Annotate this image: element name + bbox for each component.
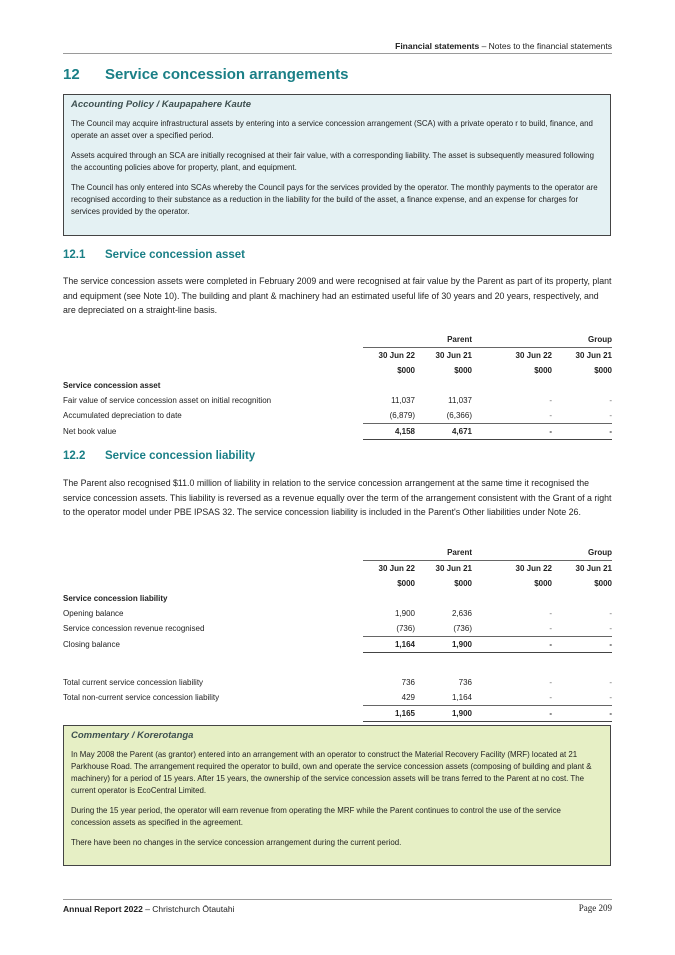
cell-value: 2,636 <box>451 609 472 618</box>
table-row <box>63 621 612 637</box>
cell-value: - <box>549 692 552 702</box>
commentary-paragraph: There have been no changes in the service concession arrangement during the current period. <box>71 838 402 847</box>
unit-label: $000 <box>454 579 472 588</box>
commentary-title: Commentary / Korerotanga <box>71 730 194 741</box>
section-heading-asset <box>63 249 245 261</box>
cell-value: - <box>472 637 552 653</box>
cell-value: (6,879) <box>389 411 415 420</box>
table-column-header-row <box>63 561 612 577</box>
header-subsection: – Notes to the financial statements <box>479 41 612 51</box>
asset-paragraph: The service concession assets were completed in February 2009 and were recognised at fair value by the Parent as part of its property, plant and equipment (see Note 10). The building and plant & machinery had an estimated useful life of 30 years and 20 years, respectively, and are depreciated on a straight-line basis. <box>63 276 612 315</box>
table-section-row <box>63 591 612 606</box>
table-column-header-row <box>63 348 612 364</box>
cell-value: - <box>609 411 612 420</box>
accounting-policy-box <box>63 94 611 236</box>
cell-value: - <box>552 705 612 721</box>
cell-value: (736) <box>396 624 415 633</box>
table-row <box>63 690 612 706</box>
header-section: Financial statements <box>395 41 480 51</box>
cell-value: (6,366) <box>446 411 472 420</box>
section-heading-liability <box>63 450 255 462</box>
row-label: Closing balance <box>63 640 120 649</box>
row-label: Total non-current service concession liability <box>63 692 220 702</box>
cell-value: 1,164 <box>363 637 415 653</box>
cell-value: - <box>549 609 552 618</box>
unit-label: $000 <box>594 366 612 375</box>
table-group-row <box>63 332 612 348</box>
table-row <box>63 606 612 621</box>
cell-value: (736) <box>453 624 472 633</box>
table-total-row <box>63 705 612 721</box>
section-heading-text: Service concession liability <box>105 450 256 462</box>
unit-label: $000 <box>397 579 415 588</box>
row-label: Accumulated depreciation to date <box>63 411 182 421</box>
table-total-row <box>63 424 612 440</box>
cell-value: 1,165 <box>363 705 415 721</box>
footer-rule <box>63 899 612 900</box>
group-header-group: Group <box>552 332 612 348</box>
unit-label: $000 <box>397 366 415 375</box>
cell-value: 4,158 <box>363 424 415 440</box>
footer-report-city: – Christchurch Ōtautahi <box>142 904 235 914</box>
cell-value: 11,037 <box>448 396 472 405</box>
cell-value: - <box>549 396 552 405</box>
table-spacer-row <box>63 653 612 675</box>
cell-value: 11,037 <box>391 396 415 405</box>
cell-value: - <box>609 677 612 687</box>
asset-table <box>63 332 612 440</box>
cell-value: 736 <box>401 677 415 687</box>
row-label: Total current service concession liability <box>63 677 204 687</box>
section-number: 12.1 <box>63 249 86 261</box>
row-label: Fair value of service concession asset on initial recognition <box>63 396 272 405</box>
title-number: 12 <box>63 66 80 83</box>
cell-value: - <box>552 424 612 440</box>
column-header: 30 Jun 22 <box>378 564 415 573</box>
commentary-paragraph: During the 15 year period, the operator will earn revenue from operating the MRF while the Parent continues to control the use of the service concession assets as specified in the agreement. <box>71 806 561 827</box>
table-row <box>63 408 612 424</box>
column-header: 30 Jun 21 <box>435 564 472 573</box>
footer-report <box>63 904 234 914</box>
table-section-label: Service concession liability <box>63 594 168 603</box>
unit-label: $000 <box>534 366 552 375</box>
footer-report-title: Annual Report 2022 <box>63 904 143 914</box>
running-header <box>395 41 612 51</box>
page-number: Page 209 <box>578 903 612 913</box>
column-header: 30 Jun 21 <box>575 564 612 573</box>
cell-value: - <box>609 609 612 618</box>
cell-value: 736 <box>458 677 472 687</box>
cell-value: - <box>472 424 552 440</box>
policy-paragraph: The Council has only entered into SCAs whereby the Council pays for the services provided by the operator. The monthly payments to the operator are recognised according to their substance as a reduction in the liability for the build of the asset, a finance expense, and an expense for charges for services provided by the operator. <box>71 183 598 216</box>
row-label: Service concession revenue recognised <box>63 624 205 634</box>
table-section-row <box>63 378 612 393</box>
column-header: 30 Jun 22 <box>515 351 552 360</box>
cell-value: - <box>549 411 552 420</box>
liability-paragraph: The Parent also recognised $11.0 million of liability in relation to the service concession arrangement at the same time it recognised the service concession assets. This liability is reversed as a revenue equally over the term of the arrangement consistent with the Grant of a right to the operator model under PBE IPSAS 32. The service concession liability is included in the Parent's Other liabilities under Note 26. <box>63 478 612 517</box>
cell-value: 1,164 <box>451 692 472 702</box>
section-number: 12.2 <box>63 450 86 462</box>
row-label: Opening balance <box>63 609 124 618</box>
liability-table <box>63 545 612 722</box>
cell-value: - <box>549 624 552 633</box>
cell-value: 1,900 <box>415 637 472 653</box>
cell-value: 1,900 <box>415 705 472 721</box>
cell-value: 429 <box>401 692 415 702</box>
policy-title: Accounting Policy / Kaupapahere Kaute <box>71 99 252 110</box>
table-row <box>63 675 612 690</box>
header-rule <box>63 53 612 54</box>
cell-value: - <box>472 705 552 721</box>
unit-label: $000 <box>594 579 612 588</box>
cell-value: - <box>609 692 612 702</box>
table-unit-row <box>63 576 612 591</box>
unit-label: $000 <box>534 579 552 588</box>
table-total-row <box>63 637 612 653</box>
title-text: Service concession arrangements <box>105 66 349 83</box>
group-header-parent: Parent <box>415 332 472 348</box>
table-group-row <box>63 545 612 561</box>
cell-value: 4,671 <box>415 424 472 440</box>
cell-value: - <box>609 624 612 633</box>
row-label: Net book value <box>63 427 117 436</box>
commentary-box <box>63 725 611 866</box>
table-row <box>63 393 612 408</box>
cell-value: - <box>552 637 612 653</box>
policy-paragraph: Assets acquired through an SCA are initially recognised at their fair value, with a corresponding liability. The asset is subsequently measured following the accounting policies above for property, plant, and equipment. <box>71 151 594 172</box>
column-header: 30 Jun 21 <box>575 351 612 360</box>
table-section-label: Service concession asset <box>63 381 161 390</box>
group-header-parent: Parent <box>415 545 472 561</box>
section-heading-text: Service concession asset <box>105 249 245 261</box>
column-header: 30 Jun 21 <box>435 351 472 360</box>
group-header-group: Group <box>552 545 612 561</box>
column-header: 30 Jun 22 <box>378 351 415 360</box>
table-unit-row <box>63 363 612 378</box>
policy-paragraph: The Council may acquire infrastructural assets by entering into a service concession arrangement (SCA) with a private operato r to build, finance, and operate an asset over a specified period. <box>71 119 593 140</box>
cell-value: - <box>609 396 612 405</box>
column-header: 30 Jun 22 <box>515 564 552 573</box>
commentary-paragraph: In May 2008 the Parent (as grantor) entered into an arrangement with an operator to construct the Material Recovery Facility (MRF) located at 21 Parkhouse Road. The arrangement required the operator to build, own and operate the service concession assets (composing of building and plant & machinery) for a period of 15 years. After 15 years, the ownership of the service concession assets will be trans ferred to the Parent at no cost. The current operator is EcoCentral Limited. <box>71 750 592 795</box>
cell-value: - <box>549 677 552 687</box>
unit-label: $000 <box>454 366 472 375</box>
page-title <box>63 66 348 83</box>
cell-value: 1,900 <box>394 609 415 618</box>
